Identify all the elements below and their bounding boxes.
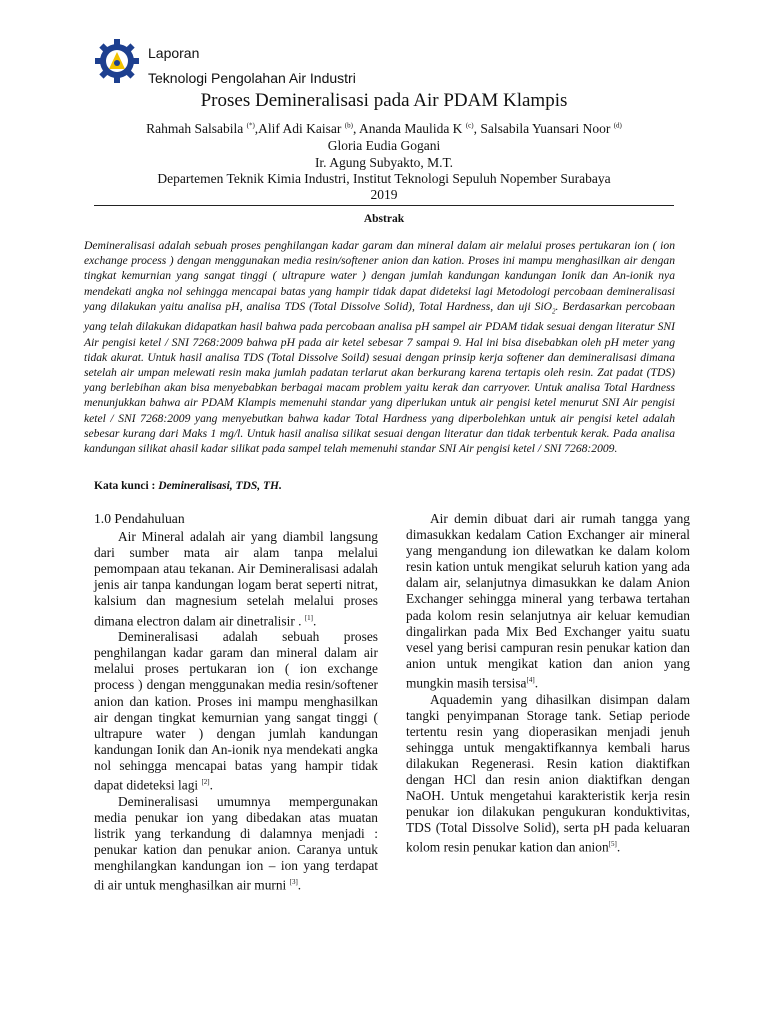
- author-name: , Ananda Maulida K: [352, 121, 463, 136]
- abstract-body: Demineralisasi adalah sebuah proses penghilangan kadar garam dan mineral dalam air melalui proses pertukaran ion ( ion exchange process ) dengan menggunakan media resin/softener anion dan kation. Proses ini mampu menghasilkan air dengan tingkat kemurnian yang sangat tinggi ( ultrapure water ) dengan jumlah kandungan kandungan Ionik dan An-ionik nya mendekati angka nol sehingga mencapai batas yang hampir tidak dapat dideteksi lagi Metodologi percobaan demineralisasi yang dilakukan yaitu analisa pH, analisa TDS (Total Dissolve Solid), Total Hardness, dan uji SiO$_2$. Berdasarkan percobaan yang telah dilakukan didapatkan hasil bahwa pada percobaan analisa pH sampel air PDAM tidak sesuai dengan literatur SNI Air pengisi ketel / SNI 7268:2009 bahwa pH pada air ketel sebesar 7 sampai 9. Hal ini bisa disebabkan oleh pH meter yang tidak akurat. Untuk hasil analisa TDS (Total Dissolve Soild) sesuai dengan prinsip kerja softener dan demineralisasi dimana setelah air umpan melewati resin maka jumlah padatan terlarut akan berkurang karena tertapis oleh resin. Zat padat (TDS) yang berlebihan akan bisa menyebabkan berbagai macam problem yaitu kerak dan carryover. Untuk analisa Total Hardness menunjukkan bahwa air PDAM Klampis memenuhi standar yang diperlukan untuk air pengisi ketel menurut SNI Air pengisi ketel / SNI 7268:2009 yang menyebutkan bahwa kadar Total Hardness yang diperbolehkan untuk air pengisi ketel adalah sebesar kurang dari Maks 1 mg/l. Untuk hasil analisa silikat sesuai dengan literatur dan tidak terbentuk kerak. Pada analisa kandungan silikat ahasil kadar silikat pada sampel telah memenuhi standar SNI Air pengisi ketel / SNI 7268:2009.: [84, 239, 675, 455]
- author-line-2: Gloria Eudia Gogani: [327, 138, 441, 153]
- abstract-heading: Abstrak: [363, 213, 405, 225]
- affiliation: Departemen Teknik Kimia Industri, Institut Teknologi Sepuluh Nopember Surabaya: [157, 171, 611, 186]
- paragraph: Demineralisasi adalah sebuah proses penghilangan kadar garam dan mineral dalam air melalui proses pertukaran ion ( ion exchange process ) dengan menggunakan media resin/softener anion dan kation. Proses ini mampu menghasilkan air dengan tingkat kemurnian yang sangat tinggi ( ultrapure water ) dengan jumlah kandungan kandungan Ionik dan An-ionik nya mendekati angka nol sehingga mencapai batas yang hampir tidak dapat dideteksi lagi [2].: [94, 629, 378, 793]
- citation: [1]: [304, 613, 313, 622]
- author-superscript: (b): [344, 121, 353, 130]
- its-institution-logo-icon: [94, 38, 140, 84]
- author-superscript: (d): [613, 121, 622, 130]
- author-superscript: (*): [246, 121, 255, 130]
- supervisor-line: Ir. Agung Subyakto, M.T.: [314, 155, 454, 170]
- author-name: ,Alif Adi Kaisar: [254, 121, 342, 136]
- paragraph: Aquademin yang dihasilkan disimpan dalam tangki penyimpanan Storage tank. Setiap periode tertentu resin yang dioperasikan menjadi jenuh sehingga untuk mengaktifkannya kembali harus dilakukan Regenerasi. Resin kation diaktifkan dengan HCl dan resin anion diaktifkan dengan NaOH. Untuk mengetahui karakteristik kerja resin penukar ion dilakukan pengukuran konduktivitas, TDS (Total Dissolve Solid), serta pH pada keluaran kolom resin penukar kation dan anion[5].: [406, 691, 690, 855]
- paragraph: Demineralisasi umumnya mempergunakan media penukar ion yang dibedakan atas muatan listrik yang terkandung di dalamnya menjadi : penukar kation dan penukar anion. Caranya untuk menghilangkan kandungan ion – ion yang terdapat di air untuk menghasilkan air murni [3].: [94, 793, 378, 893]
- paper-title: Proses Demineralisasi pada Air PDAM Klampis: [200, 90, 568, 111]
- citation: [2]: [201, 777, 210, 786]
- column-left: [94, 511, 378, 894]
- course-label: Teknologi Pengolahan Air Industri: [148, 70, 356, 86]
- citation: [4]: [526, 675, 535, 684]
- column-right: [406, 511, 690, 856]
- author-name: , Salsabila Yuansari Noor: [473, 121, 611, 136]
- paragraph: Air Mineral adalah air yang diambil langsung dari sumber mata air alam tanpa melalui pemompaan atau tekanan. Air Demineralisasi adalah jenis air tanpa kandungan logam berat seperti nitrat, kalsium dan magnesium setelah melalui proses dimana electron dalam air dinetralisir . [1].: [94, 529, 378, 629]
- author-name: Rahmah Salsabila: [146, 121, 244, 136]
- keywords: [94, 480, 282, 492]
- section-heading: 1.0 Pendahuluan: [94, 511, 185, 526]
- author-list: [0, 121, 768, 137]
- author-superscript: (c): [465, 121, 474, 130]
- year: 2019: [370, 187, 398, 202]
- citation: [3]: [289, 878, 298, 886]
- paragraph: Air demin dibuat dari air rumah tangga yang dimasukkan kedalam Cation Exchanger air mineral yang mengandung ion dilewatkan ke dalam kolom resin kation untuk mengikat seluruh kation yang ada dalam air, selanjutnya dimasukkan ke dalam Anion Exchanger sehingga mineral yang terbawa tertahan pada kolom resin selanjutnya air keluar kemudian dingalirkan pada Mix Bed Exchanger yaitu suatu vesel yang berisi campuran resin penukar kation dan anion untuk mengikat kation dan anion yang mungkin masih tersisa[4].: [406, 511, 690, 691]
- keywords-label: Kata kunci :: [94, 480, 159, 492]
- report-label: Laporan: [148, 45, 200, 61]
- keywords-value: Demineralisasi, TDS, TH.: [158, 480, 282, 492]
- citation: [5]: [608, 840, 617, 849]
- header-divider: [94, 205, 674, 206]
